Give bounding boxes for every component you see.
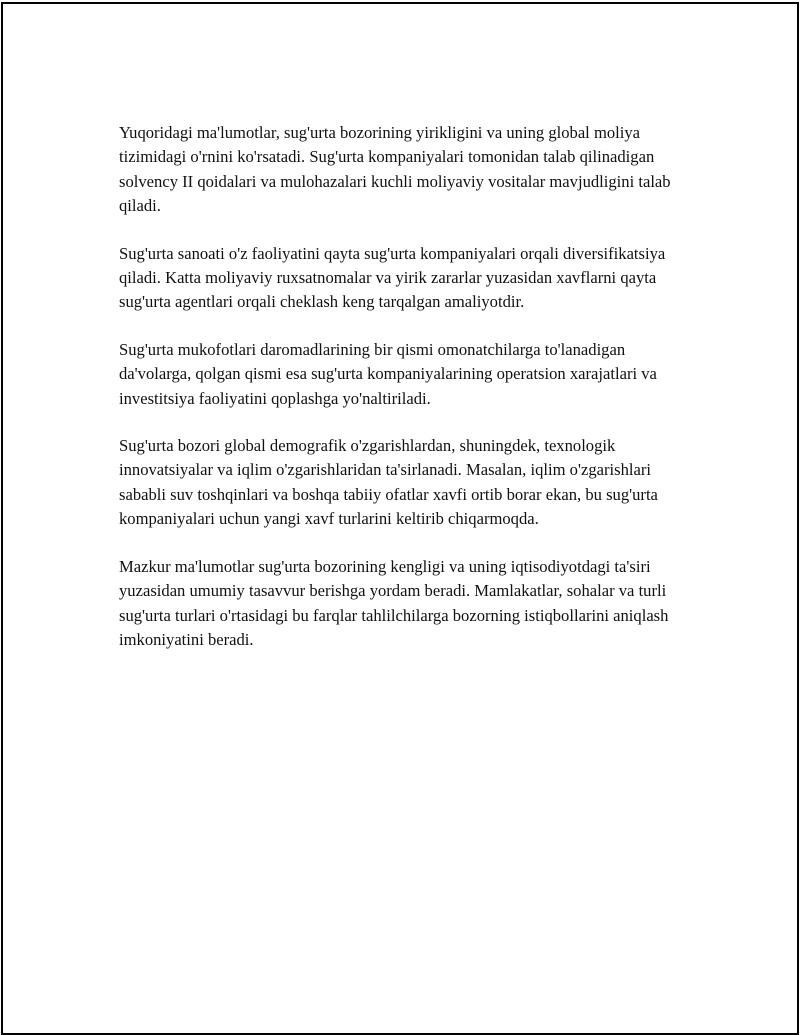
paragraph-2: Sug'urta sanoati o'z faoliyatini qayta sug'urta kompaniyalari orqali diversifikatsiya qiladi. Katta moliyaviy ruxsatnomalar va yirik zararlar yuzasidan xavflarni qayta sug'urta agentlari orqali cheklash keng tarqalgan amaliyotdir.: [119, 243, 666, 312]
paragraph-4: Sug'urta bozori global demografik o'zgarishlardan, shuningdek, texnologik innovatsiyalar va iqlim o'zgarishlaridan ta'sirlanadi. Masalan, iqlim o'zgarishlari sababli suv toshqinlari va boshqa tabiiy ofatlar xavfi ortib borar ekan, bu sug'urta kompaniyalari uchun yangi xavf turlarini keltirib chiqarmoqda.: [119, 436, 658, 529]
document-body: [119, 121, 699, 675]
document-page: [1, 2, 799, 1035]
paragraph-3: Sug'urta mukofotlari daromadlarining bir qismi omonatchilarga to'lanadigan da'volarga, qolgan qismi esa sug'urta kompaniyalarining operatsion xarajatlari va investitsiya faoliyatini qoplashga yo'naltiriladi.: [119, 339, 657, 408]
paragraph-5: Mazkur ma'lumotlar sug'urta bozorining kengligi va uning iqtisodiyotdagi ta'siri yuzasidan umumiy tasavvur berishga yordam beradi. Mamlakatlar, sohalar va turli sug'urta turlari o'rtasidagi bu farqlar tahlilchilarga bozorning istiqbollarini aniqlash imkoniyatini beradi.: [119, 556, 669, 649]
paragraph-1: Yuqoridagi ma'lumotlar, sug'urta bozorining yirikligini va uning global moliya tizimidagi o'rnini ko'rsatadi. Sug'urta kompaniyalari tomonidan talab qilinadigan solvency II qoidalari va mulohazalari kuchli moliyaviy vositalar mavjudligini talab qiladi.: [119, 123, 671, 216]
